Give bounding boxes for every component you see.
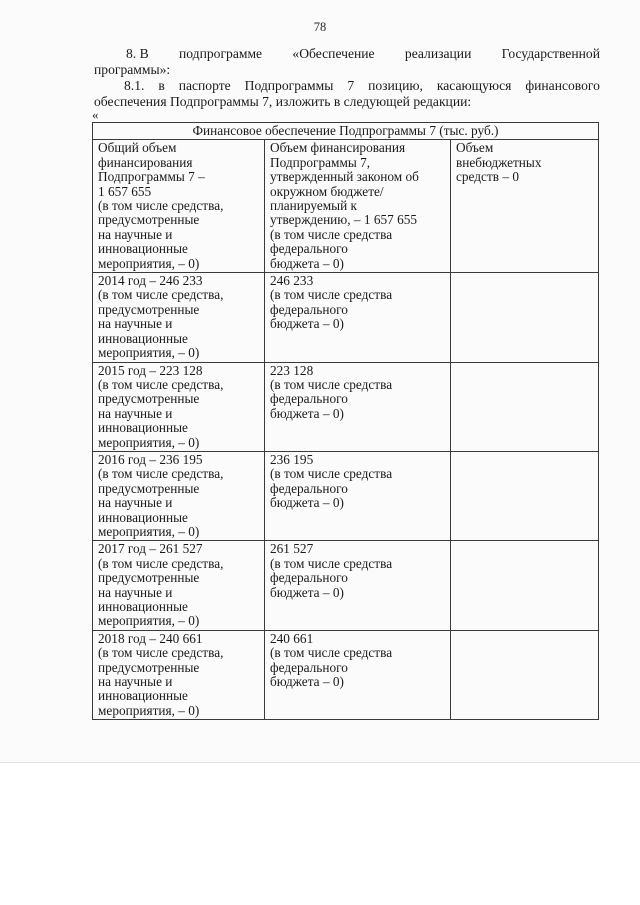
cell-line: (в том числе средства,	[98, 376, 224, 392]
word: финансового	[525, 78, 600, 93]
cell-line: (в том числе средства	[270, 226, 393, 242]
table-row	[93, 273, 599, 362]
word: 8.1.	[124, 78, 145, 93]
cell-line: (в том числе средства	[270, 555, 393, 571]
cell-extrabudgetary-empty	[451, 273, 599, 362]
cell-line: утвержденный законом об	[270, 169, 419, 185]
cell-line: утверждению, – 1 657 655	[270, 212, 418, 228]
cell-total-by-year	[93, 451, 265, 540]
cell-line: планируемый к	[270, 198, 357, 214]
word: касающуюся	[436, 78, 512, 93]
cell-line: 2014 год – 246 233	[98, 273, 203, 289]
cell-line: мероприятия, – 0)	[98, 702, 200, 718]
word: 8. В	[126, 46, 149, 61]
cell-line: мероприятия, – 0)	[98, 434, 200, 450]
page-number: 78	[313, 20, 327, 34]
cell-total-by-year	[93, 541, 265, 630]
cell-line: федерального	[270, 241, 348, 257]
cell-line: 261 527	[270, 541, 314, 557]
cell-line: предусмотренные	[98, 480, 200, 496]
cell-line: мероприятия, – 0)	[98, 523, 200, 539]
cell-line: (в том числе средства,	[98, 198, 224, 214]
cell-line: на научные и	[98, 584, 173, 600]
cell-line: федерального	[270, 480, 348, 496]
cell-line: внебюджетных	[456, 154, 542, 170]
cell-line: 1 657 655	[98, 183, 152, 199]
cell-line: (в том числе средства,	[98, 466, 224, 482]
cell-extrabudgetary-empty	[451, 451, 599, 540]
cell-total-by-year	[93, 362, 265, 451]
cell-line: 236 195	[270, 451, 314, 467]
cell-line: (в том числе средства	[270, 287, 393, 303]
cell-line: 2016 год – 236 195	[98, 451, 203, 467]
word: в	[158, 78, 165, 93]
cell-line: бюджета – 0)	[270, 495, 344, 511]
cell-line: на научные и	[98, 226, 173, 242]
cell-line: федерального	[270, 659, 348, 675]
cell-line: Объем финансирования	[270, 140, 406, 156]
table-body	[93, 273, 599, 720]
cell-line: инновационные	[98, 688, 188, 704]
table-row	[93, 630, 599, 719]
cell-line: 223 128	[270, 362, 314, 378]
cell-line: инновационные	[98, 420, 188, 436]
cell-line: (в том числе средства,	[98, 555, 224, 571]
cell-total-by-year	[93, 630, 265, 719]
cell-line: средств – 0	[456, 169, 519, 185]
cell-budget-by-year	[265, 541, 451, 630]
cell-line: Общий объем	[98, 140, 177, 156]
table-row	[93, 451, 599, 540]
table-row	[93, 541, 599, 630]
cell-line: бюджета – 0)	[270, 584, 344, 600]
cell-total-by-year	[93, 273, 265, 362]
cell-line: мероприятия, – 0)	[98, 613, 200, 629]
cell-line: 2017 год – 261 527	[98, 541, 203, 557]
word: позицию,	[368, 78, 423, 93]
cell-line: инновационные	[98, 330, 188, 346]
cell-line: (в том числе средства	[270, 376, 393, 392]
cell-line: предусмотренные	[98, 212, 200, 228]
paragraph-line: программы»:	[94, 62, 171, 77]
cell-line: на научные и	[98, 316, 173, 332]
cell-line: федерального	[270, 570, 348, 586]
header-approved-budget	[265, 140, 451, 273]
cell-line: бюджета – 0)	[270, 316, 344, 332]
cell-line: бюджета – 0)	[270, 405, 344, 421]
cell-line: 2018 год – 240 661	[98, 630, 203, 646]
cell-line: Объем	[456, 140, 494, 156]
financing-table	[92, 122, 599, 720]
cell-line: (в том числе средства,	[98, 287, 224, 303]
cell-line: 2015 год – 223 128	[98, 362, 203, 378]
cell-line: мероприятия, – 0)	[98, 255, 200, 271]
cell-line: на научные и	[98, 674, 173, 690]
cell-line: бюджета – 0)	[270, 255, 344, 271]
table-row	[93, 362, 599, 451]
opening-quote: «	[92, 107, 99, 122]
word: Государственной	[501, 46, 600, 61]
word: подпрограмме	[178, 46, 263, 61]
table-title: Финансовое обеспечение Подпрограммы 7 (тыс. руб.)	[93, 123, 599, 140]
cell-line: предусмотренные	[98, 570, 200, 586]
paragraph-item-8-1	[94, 78, 600, 110]
header-extrabudgetary	[451, 140, 599, 273]
cell-line: предусмотренные	[98, 391, 200, 407]
cell-line: Подпрограммы 7,	[270, 154, 371, 170]
header-total-financing	[93, 140, 265, 273]
cell-extrabudgetary-empty	[451, 362, 599, 451]
cell-budget-by-year	[265, 451, 451, 540]
paragraph-line-justified	[94, 46, 600, 62]
cell-budget-by-year	[265, 273, 451, 362]
cell-line: (в том числе средства,	[98, 645, 224, 661]
word: Подпрограммы	[244, 78, 334, 93]
paragraph-line-justified	[94, 78, 600, 94]
paragraph-item-8	[94, 46, 600, 78]
cell-line: инновационные	[98, 241, 188, 257]
cell-line: инновационные	[98, 509, 188, 525]
cell-line: на научные и	[98, 495, 173, 511]
cell-line: на научные и	[98, 405, 173, 421]
cell-line: 246 233	[270, 273, 314, 289]
cell-line: окружном бюджете/	[270, 183, 384, 199]
cell-line: Подпрограммы 7 –	[98, 169, 205, 185]
word: «Обеспечение	[292, 46, 375, 61]
cell-line: бюджета – 0)	[270, 674, 344, 690]
cell-line: федерального	[270, 301, 348, 317]
cell-line: (в том числе средства	[270, 645, 393, 661]
cell-line: предусмотренные	[98, 659, 200, 675]
cell-line: 240 661	[270, 630, 314, 646]
table-header-row	[93, 140, 599, 273]
word: 7	[347, 78, 355, 93]
cell-budget-by-year	[265, 362, 451, 451]
word: паспорте	[178, 78, 231, 93]
word: реализации	[404, 46, 472, 61]
table-caption-row	[93, 123, 599, 140]
cell-line: федерального	[270, 391, 348, 407]
cell-line: мероприятия, – 0)	[98, 345, 200, 361]
cell-budget-by-year	[265, 630, 451, 719]
cell-extrabudgetary-empty	[451, 541, 599, 630]
cell-line: (в том числе средства	[270, 466, 393, 482]
cell-line: инновационные	[98, 599, 188, 614]
cell-extrabudgetary-empty	[451, 630, 599, 719]
paragraph-line: обеспечения Подпрограммы 7, изложить в следующей редакции:	[94, 94, 472, 109]
cell-line: предусмотренные	[98, 301, 200, 317]
cell-line: финансирования	[98, 154, 193, 170]
